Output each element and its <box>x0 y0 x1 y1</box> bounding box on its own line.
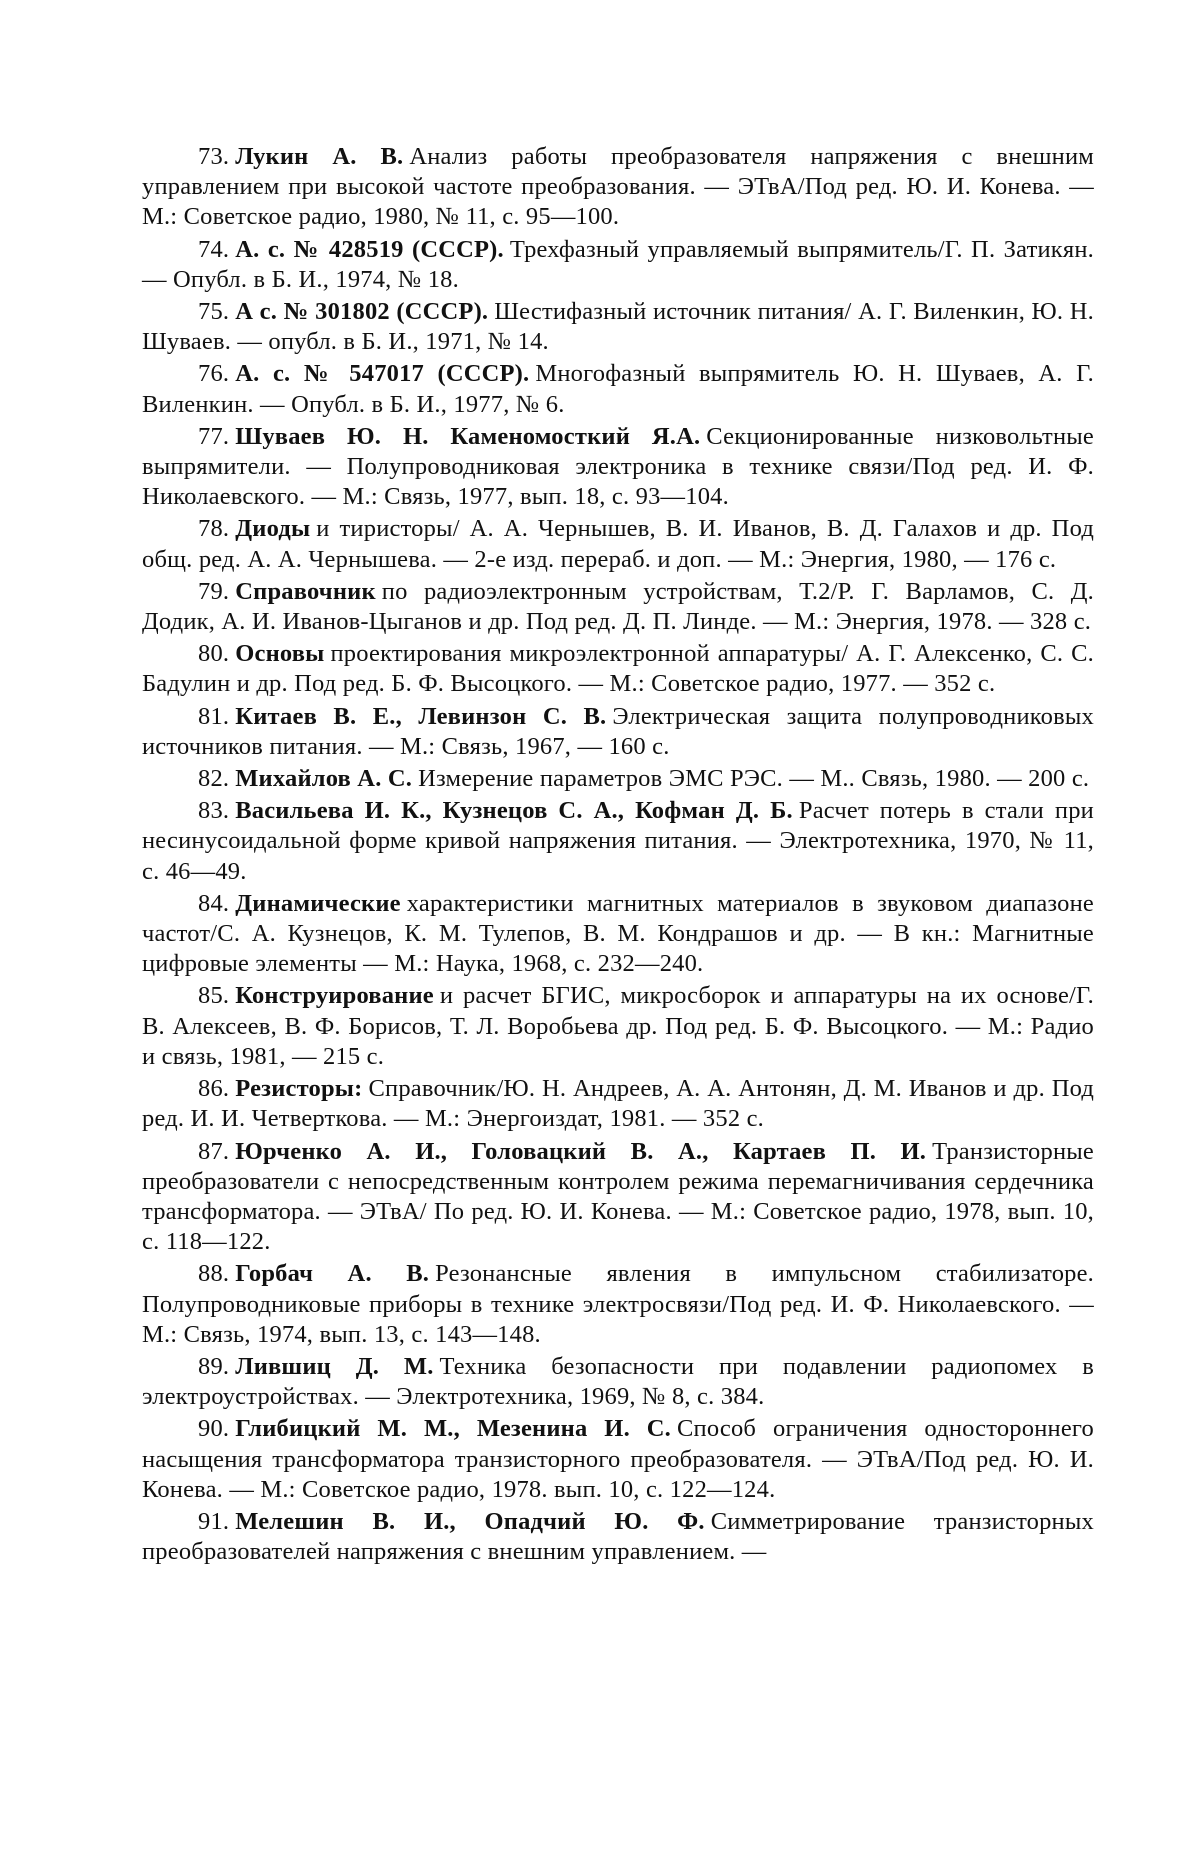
reference-number: 78. <box>198 515 230 543</box>
reference-entry <box>142 702 1094 762</box>
reference-entry <box>142 1259 1094 1350</box>
reference-text: и тиристоры/ А. А. Чернышев, В. И. Иванов, В. Д. Галахов и др. Под общ. ред. А. А. Чернышева. — 2-е изд. перераб. и доп. — М.: Энергия, 1980, — 176 с. <box>142 515 1094 573</box>
reference-text: Секционированные низковольтные выпрямители. — Полупроводниковая электроника в технике связи/Под ред. И. Ф. Николаевского. — М.: Связь, 1977, вып. 18, с. 93—104. <box>142 422 1094 511</box>
reference-number: 89. <box>198 1352 230 1380</box>
reference-text: Шестифазный источник питания/ А. Г. Виленкин, Ю. Н. Шуваев. — опубл. в Б. И., 1971, № 14. <box>142 298 1095 356</box>
reference-authors: Конструирование <box>235 982 434 1010</box>
reference-entry <box>142 422 1094 513</box>
reference-entry <box>142 142 1094 233</box>
reference-number: 80. <box>198 640 230 668</box>
reference-number: 73. <box>198 143 230 170</box>
reference-entry <box>142 889 1094 980</box>
reference-number: 75. <box>198 298 230 326</box>
reference-entry <box>142 297 1094 357</box>
reference-number: 77. <box>198 422 230 450</box>
reference-authors: Шуваев Ю. Н. Каменомосткий Я.А. <box>235 422 701 450</box>
reference-entry <box>142 764 1094 794</box>
reference-entry <box>142 1414 1094 1505</box>
reference-number: 91. <box>198 1507 230 1535</box>
reference-text: Симметрирование транзисторных преобразователей напряжения с внешним управлением. — <box>142 1507 1094 1566</box>
reference-authors: Лукин А. В. <box>235 143 404 170</box>
reference-text: Транзисторные преобразователи с непосредственным контролем режима перемагничивания сердечника трансформатора. — ЭТвА/ По ред. Ю. И. Конева. — М.: Советское радио, 1978, вып. 10, с. 118—122. <box>142 1137 1094 1256</box>
reference-entry <box>142 1137 1094 1258</box>
reference-authors: Лившиц Д. М. <box>235 1352 434 1380</box>
reference-text: Справочник/Ю. Н. Андреев, А. А. Антонян, Д. М. Иванов и др. Под ред. И. И. Четверткова. — М.: Энергоиздат, 1981. — 352 с. <box>142 1075 1094 1133</box>
reference-text: Способ ограничения одностороннего насыщения трансформатора транзисторного преобразователя. — ЭТвА/Под ред. Ю. И. Конева. — М.: Советское радио, 1978. вып. 10, с. 122—124. <box>142 1415 1094 1503</box>
reference-authors: Основы <box>235 640 325 668</box>
reference-authors: Глибицкий М. М., Мезенина И. С. <box>235 1415 671 1443</box>
reference-authors: Резисторы: <box>235 1075 363 1103</box>
reference-number: 87. <box>198 1137 230 1165</box>
reference-authors: Китаев В. Е., Левинзон С. В. <box>235 702 607 730</box>
reference-authors: Михайлов А. С. <box>235 765 413 793</box>
reference-number: 88. <box>198 1260 230 1288</box>
reference-authors: А. с. № 547017 (СССР). <box>235 360 530 388</box>
reference-authors: Васильева И. К., Кузнецов С. А., Кофман Д. Б. <box>235 797 793 825</box>
reference-entry <box>142 1352 1094 1412</box>
reference-authors: А с. № 301802 (СССР). <box>235 298 489 326</box>
reference-authors: Динамические <box>235 889 401 917</box>
reference-number: 86. <box>198 1075 230 1103</box>
reference-text: Измерение параметров ЭМС РЭС. — М.. Связь, 1980. — 200 с. <box>418 765 1090 793</box>
reference-entry <box>142 1074 1094 1134</box>
reference-authors: Мелешин В. И., Опадчий Ю. Ф. <box>235 1507 705 1535</box>
reference-number: 81. <box>198 702 230 730</box>
reference-list <box>142 142 1094 1569</box>
reference-number: 83. <box>198 797 230 825</box>
reference-entry <box>142 577 1094 637</box>
reference-text: Анализ работы преобразователя напряжения с внешним управлением при высокой частоте преобразования. — ЭТвА/Под ред. Ю. И. Конева. — М.: Советское радио, 1980, № 11, с. 95—100. <box>142 143 1094 231</box>
reference-authors: Юрченко А. И., Головацкий В. А., Картаев П. И. <box>235 1137 927 1165</box>
reference-text: и расчет БГИС, микросборок и аппаратуры на их основе/Г. В. Алексеев, В. Ф. Борисов, Т. Л. Воробьева др. Под ред. Б. Ф. Высоцкого. — М.: Радио и связь, 1981, — 215 с. <box>142 982 1094 1070</box>
reference-text: проектирования микроэлектронной аппаратуры/ А. Г. Алексенко, С. С. Бадулин и др. Под ред. Б. Ф. Высоцкого. — М.: Советское радио, 1977. — 352 с. <box>142 640 1094 698</box>
reference-text: по радиоэлектронным устройствам, Т.2/Р. Г. Варламов, С. Д. Додик, А. И. Иванов-Цыганов и др. Под ред. Д. П. Линде. — М.: Энергия, 1978. — 328 с. <box>142 577 1094 636</box>
reference-number: 74. <box>198 235 230 263</box>
reference-authors: Горбач А. В. <box>235 1260 430 1288</box>
reference-entry <box>142 235 1094 295</box>
reference-entry <box>142 796 1094 887</box>
reference-number: 82. <box>198 765 230 793</box>
reference-entry <box>142 1507 1094 1567</box>
reference-number: 76. <box>198 360 230 388</box>
reference-text: Техника безопасности при подавлении радиопомех в электроустройствах. — Электротехника, 1969, № 8, с. 384. <box>142 1352 1094 1411</box>
reference-number: 85. <box>198 982 230 1010</box>
reference-text: Электрическая защита полупроводниковых источников питания. — М.: Связь, 1967, — 160 с. <box>142 702 1094 760</box>
reference-text: Трехфазный управляемый выпрямитель/Г. П. Затикян. — Опубл. в Б. И., 1974, № 18. <box>142 235 1095 293</box>
reference-number: 84. <box>198 889 230 917</box>
reference-entry <box>142 359 1094 419</box>
reference-entry <box>142 981 1094 1072</box>
reference-number: 90. <box>198 1415 230 1443</box>
reference-authors: Справочник <box>235 577 376 605</box>
reference-text: Расчет потерь в стали при несинусоидальной форме кривой напряжения питания. — Электротехника, 1970, № 11, с. 46—49. <box>142 797 1094 885</box>
reference-number: 79. <box>198 577 230 605</box>
reference-text: Многофазный выпрямитель Ю. Н. Шуваев, А. Г. Виленкин. — Опубл. в Б. И., 1977, № 6. <box>142 360 1095 418</box>
reference-entry <box>142 514 1094 574</box>
reference-text: характеристики магнитных материалов в звуковом диапазоне частот/С. А. Кузнецов, К. М. Тулепов, В. М. Кондрашов и др. — В кн.: Магнитные цифровые элементы — М.: Наука, 1968, с. 232—240. <box>142 889 1094 978</box>
reference-authors: А. с. № 428519 (СССР). <box>235 235 504 263</box>
reference-text: Резонансные явления в импульсном стабилизаторе. Полупроводниковые приборы в технике электросвязи/Под ред. И. Ф. Николаевского. — М.: Связь, 1974, вып. 13, с. 143—148. <box>142 1260 1094 1348</box>
reference-entry <box>142 639 1094 699</box>
reference-authors: Диоды <box>235 515 311 543</box>
